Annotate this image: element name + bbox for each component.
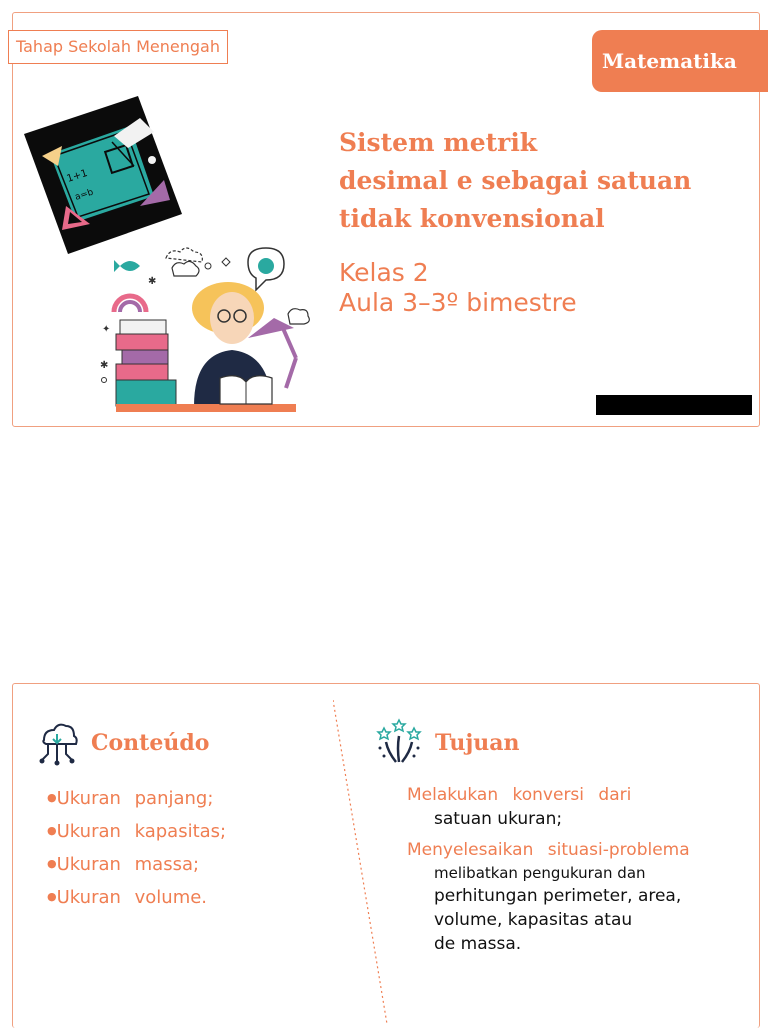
cloud-network-icon [34,720,80,766]
svg-text:✱: ✱ [148,276,157,287]
objective-line: volume, kapasitas atau [434,910,633,930]
title-line: desimal e sebagai satuan [339,166,692,195]
objective-line: melibatkan pengukuran dan [434,864,646,882]
objective-title: Tujuan [435,730,520,756]
svg-text:✦: ✦ [102,324,111,335]
objective-item [407,838,690,956]
class-info [339,258,577,318]
objective-head: Menyelesaikan situasi-problema [407,840,690,860]
objective-head: Melakukan konversi dari [407,785,632,805]
content-list [47,782,226,914]
list-item: ● Ukuran volume. [47,881,226,914]
objective-line: perhitungan perimeter, area, [434,886,682,906]
class-label: Kelas 2 [339,258,429,287]
subject-tab: Matematika [592,30,768,92]
svg-text:a=b: a=b [73,187,95,203]
svg-text:1+1: 1+1 [65,167,90,185]
list-item: ● Ukuran massa; [47,848,226,881]
svg-text:✱: ✱ [100,360,109,371]
objective-item [407,783,631,831]
redaction-bar [596,395,752,415]
objective-line: de massa. [434,934,522,954]
list-item: ● Ukuran panjang; [47,782,226,815]
student-illustration [96,228,321,413]
lesson-label: Aula 3–3º bimestre [339,288,577,317]
objective-line: satuan ukuran; [434,809,563,829]
fireworks-icon [376,718,422,764]
list-item: ● Ukuran kapasitas; [47,815,226,848]
title-line: Sistem metrik [339,128,538,157]
content-title: Conteúdo [91,730,210,756]
page-title [339,124,739,238]
title-line: tidak konvensional [339,204,605,233]
stage-label: Tahap Sekolah Menengah [8,30,228,64]
